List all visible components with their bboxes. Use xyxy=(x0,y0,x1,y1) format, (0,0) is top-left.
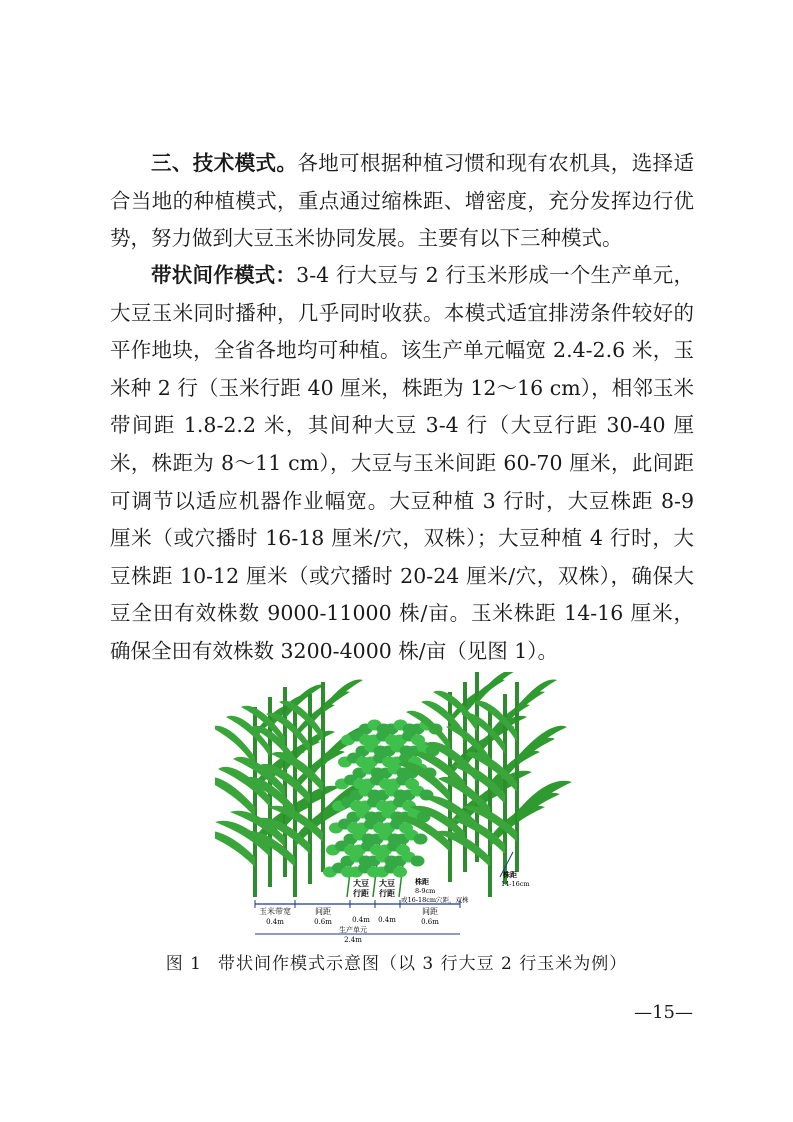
label-w2: 0.6m xyxy=(314,918,332,926)
label-w5: 0.6m xyxy=(421,918,439,926)
label-soy-spacing-alt: 或16-18cm穴距，双株 xyxy=(401,896,469,904)
label-corn-spacing-val: 14-16cm xyxy=(501,880,530,888)
label-soy-row-b: 大豆 xyxy=(379,878,395,888)
label-gap2: 间距 xyxy=(422,907,438,916)
soy-leaf xyxy=(414,834,428,845)
soy-leaf xyxy=(402,801,416,812)
strip-mode-body: 3-4 行大豆与 2 行玉米形成一个生产单元，大豆玉米同时播种，几乎同时收获。本模式适宜排涝条件较好的平作地块，全省各地均可种植。该生产单元幅宽 2.4-2.6 米，玉米种 2 行（玉米行距 40 厘米，株距为 12～16 cm），相邻玉米带间距 1.8-2.2 米，其间种大豆 3-4 行（大豆行距 30-40 厘米，株距为 8～11 cm），大豆与玉米间距 60-70 厘米，此间距可调节以适应机器作业幅宽。大豆种植 3 行时，大豆株距 8-9 厘米（或穴播时 16-18 厘米/穴，双株）；大豆种植 4 行时，大豆株距 10-12 厘米（或穴播时 20-24 厘米/穴，双株），确保大豆全田有效株数 9000-11000 株/亩。玉米株距 14-16 厘米，确保全田有效株数 3200-4000 株/亩（见图 1）。 xyxy=(110,263,695,663)
diagram-svg xyxy=(215,672,575,952)
label-w1: 0.4m xyxy=(266,918,284,926)
section-3-heading: 三、技术模式。 xyxy=(151,151,298,175)
strip-intercropping-diagram xyxy=(215,672,575,952)
section-3-paragraph xyxy=(110,145,694,258)
soy-leaf xyxy=(393,867,407,878)
label-gap: 间距 xyxy=(315,907,331,916)
label-unit: 生产单元 xyxy=(339,926,367,934)
label-unit-val: 2.4m xyxy=(344,936,362,944)
page-number: —15— xyxy=(634,1002,693,1023)
label-soy-row-b2: 行距 xyxy=(379,888,395,898)
label-w3: 0.4m xyxy=(352,916,370,924)
label-soy-spacing: 株距 xyxy=(415,877,429,886)
strip-mode-paragraph xyxy=(110,257,694,671)
soy-leaf xyxy=(411,856,425,867)
label-corn-spacing: 株距 xyxy=(503,870,517,879)
caption-text: 带状间作模式示意图（以 3 行大豆 2 行玉米为例） xyxy=(217,954,628,974)
label-w4: 0.4m xyxy=(378,916,396,924)
strip-mode-heading: 带状间作模式： xyxy=(151,263,297,287)
label-corn-row: 玉米带宽 xyxy=(259,907,291,916)
label-soy-spacing-val: 8-9cm xyxy=(415,887,436,895)
label-soy-row-a: 大豆 xyxy=(353,878,369,888)
soy-leaf xyxy=(405,779,419,790)
section-3-body: 各地可根据种植习惯和现有农机具，选择适合当地的种植模式，重点通过缩株距、增密度，充分发挥边行优势，努力做到大豆玉米协同发展。主要有以下三种模式。 xyxy=(110,151,695,251)
label-soy-row-a2: 行距 xyxy=(353,888,369,898)
soy-leaf xyxy=(396,845,410,856)
figure-caption xyxy=(0,949,793,974)
corn-strip-left xyxy=(215,679,378,897)
caption-number: 图 1 xyxy=(165,954,202,974)
soy-leaf xyxy=(399,823,413,834)
soy-leaf xyxy=(411,735,425,746)
